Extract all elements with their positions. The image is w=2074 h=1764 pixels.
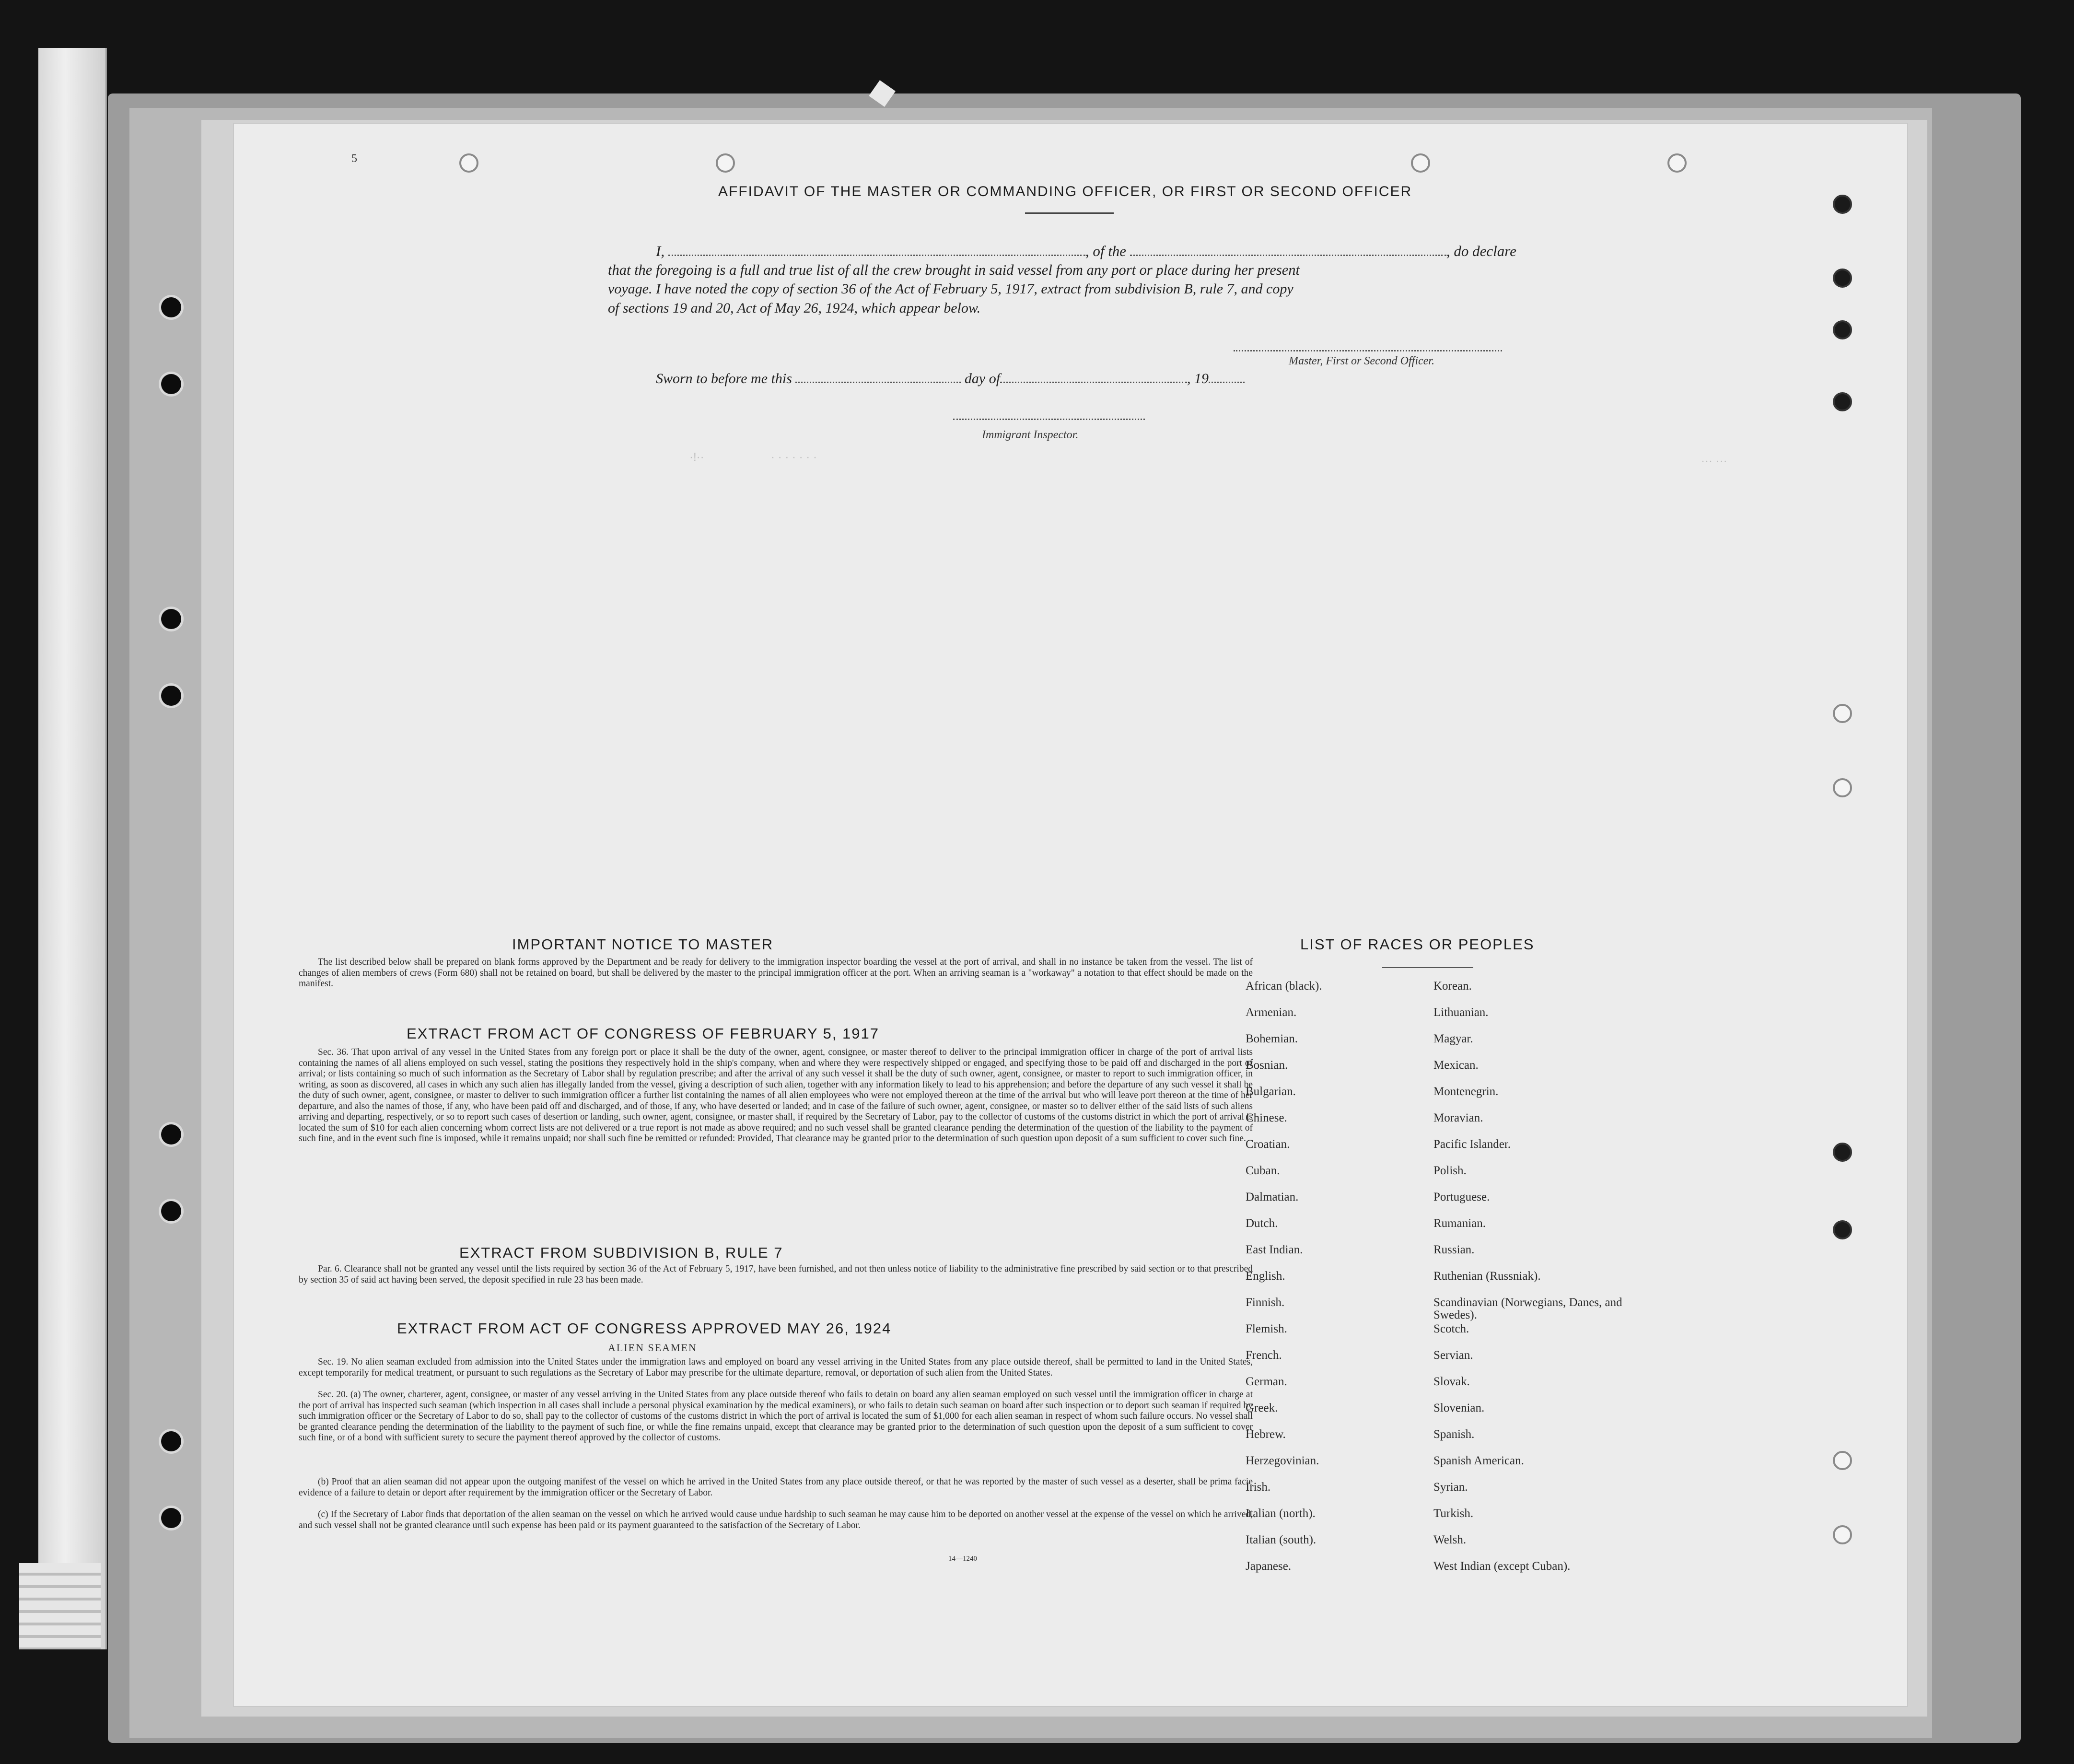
notice-text: The list described below shall be prepared on blank forms approved by the Department and be ready for delivery to the immigration inspector boarding the vessel at the port of arrival, and shall in no instance be taken from the vessel. The list of changes of alien members of crews (Form 680) shall not be retained on board, but shall be delivered by the master to the principal immigration officer at the port. When an arriving seaman is a "workaway" a notation to that effect should be made on the manifest. [299, 957, 1253, 989]
race-item: Turkish. [1433, 1507, 1474, 1520]
race-item: Dutch. [1246, 1217, 1278, 1230]
race-item: Dalmatian. [1246, 1191, 1299, 1203]
bleed-through-mark: · · · · · · · [771, 451, 817, 464]
race-item: Irish. [1246, 1481, 1271, 1494]
race-item: Italian (north). [1246, 1507, 1316, 1520]
punch-hole-icon [1833, 704, 1852, 723]
master-signature-label: Master, First or Second Officer. [1289, 355, 1434, 367]
race-item: Greek. [1246, 1402, 1278, 1414]
sworn-month-blank [1000, 368, 1187, 383]
race-item: Cuban. [1246, 1164, 1280, 1177]
vessel-name-blank [1130, 241, 1446, 256]
race-item: Hebrew. [1246, 1428, 1286, 1441]
races-column-2 [1433, 980, 1635, 1587]
sworn-year-blank [1209, 368, 1245, 383]
punch-hole-icon [716, 153, 735, 173]
master-signature-line [1234, 350, 1502, 351]
inspector-signature-line [953, 419, 1145, 420]
punch-hole-icon [1667, 153, 1687, 173]
race-item: French. [1246, 1349, 1282, 1362]
inspector-signature-label: Immigrant Inspector. [982, 429, 1079, 441]
race-item: Bulgarian. [1246, 1085, 1296, 1098]
sec20c-text: (c) If the Secretary of Labor finds that deportation of the alien seaman on the vessel on which he arrived would cause undue hardship to such seaman he may cause him to be deported on another vessel at the expense of the vessel on which he arrived, and such vessel shall not be granted clearance until such expense has been paid or its payment guaranteed to the satisfaction of the Secretary of Labor. [299, 1509, 1253, 1530]
race-item: Lithuanian. [1433, 1006, 1489, 1019]
race-item: Spanish American. [1433, 1454, 1524, 1467]
races-column-1 [1246, 980, 1322, 1587]
binder-hole-icon [161, 686, 181, 706]
extract-1924-title: EXTRACT FROM ACT OF CONGRESS APPROVED MAY 26, 1924 [397, 1320, 892, 1337]
sworn-day-blank [795, 368, 961, 383]
binder-hole-icon [161, 1508, 181, 1528]
race-item: Slovak. [1433, 1375, 1470, 1388]
punch-hole-icon [1411, 153, 1430, 173]
punch-hole-icon [1833, 269, 1852, 288]
race-item: Bosnian. [1246, 1059, 1288, 1072]
race-item: Herzegovinian. [1246, 1454, 1319, 1467]
punch-hole-icon [1833, 392, 1852, 411]
alien-seamen-subtitle: ALIEN SEAMEN [608, 1342, 697, 1354]
sworn-day-of: day of [964, 371, 1001, 386]
race-item: Flemish. [1246, 1322, 1287, 1335]
declaration-line-2: that the foregoing is a full and true list of all the crew brought in said vessel from any port or place during her present [608, 262, 1300, 278]
notice-title: IMPORTANT NOTICE TO MASTER [512, 936, 774, 953]
race-item: Moravian. [1433, 1111, 1483, 1124]
sec19-text: Sec. 19. No alien seaman excluded from admission into the United States under the immigration laws and employed on board any vessel arriving in the United States from any place outside thereof, shall be permitted to land in the United States, except temporarily for medical treatment, or pursuant to such regulations as the Secretary of Labor may prescribe for the ultimate departure, removal, or deportation of such alien from the United States. [299, 1357, 1253, 1378]
race-item: English. [1246, 1270, 1285, 1283]
affidavit-page [234, 124, 1907, 1706]
sworn-line [656, 368, 1245, 387]
race-item: Polish. [1433, 1164, 1467, 1177]
race-item: Pacific Islander. [1433, 1138, 1511, 1151]
race-item: East Indian. [1246, 1243, 1303, 1256]
race-item: Rumanian. [1433, 1217, 1486, 1230]
race-item: Portuguese. [1433, 1191, 1490, 1203]
folded-paper-strip [38, 48, 107, 1649]
binder-hole-icon [161, 297, 181, 317]
affidavit-title: AFFIDAVIT OF THE MASTER OR COMMANDING OFFICER, OR FIRST OR SECOND OFFICER [718, 184, 1412, 199]
race-item: Russian. [1433, 1243, 1475, 1256]
bleed-through-mark: ·!·· [689, 451, 704, 464]
race-item: Japanese. [1246, 1560, 1292, 1573]
binder-hole-icon [161, 374, 181, 394]
declaration-line-3: voyage. I have noted the copy of section 36 of the Act of February 5, 1917, extract from subdivision B, rule 7, and copy [608, 281, 1293, 297]
binder-hole-icon [161, 609, 181, 629]
race-item: Finnish. [1246, 1296, 1285, 1309]
race-item: Scandinavian (Norwegians, Danes, and Swedes). [1433, 1296, 1622, 1321]
binder-hole-icon [161, 1431, 181, 1451]
declaration-line-1 [656, 241, 1516, 260]
punch-hole-icon [1833, 1143, 1852, 1162]
punch-hole-icon [1833, 1525, 1852, 1544]
paper-stack-edges [19, 1563, 101, 1649]
binder-hole-icon [161, 1201, 181, 1221]
sec20b-text: (b) Proof that an alien seaman did not appear upon the outgoing manifest of the vessel on which he arrived in the United States from any place outside thereof, or that he was reported by the master of such vessel as a deserter, shall be prima facie evidence of a failure to detain or deport after requirement by the immigration officer or the Secretary of Labor. [299, 1477, 1253, 1498]
binder-hole-icon [161, 1124, 181, 1145]
race-item: Bohemian. [1246, 1032, 1298, 1045]
race-item: Slovenian. [1433, 1402, 1485, 1414]
races-title-rule [1382, 967, 1473, 968]
punch-hole-icon [1833, 778, 1852, 797]
race-item: Montenegrin. [1433, 1085, 1499, 1098]
punch-hole-icon [459, 153, 478, 173]
punch-hole-icon [1833, 1220, 1852, 1239]
punch-hole-icon [1833, 195, 1852, 214]
sworn-year-prefix: , 19 [1187, 371, 1209, 386]
master-name-blank [668, 241, 1085, 256]
extract-1917-title: EXTRACT FROM ACT OF CONGRESS OF FEBRUARY 5, 1917 [407, 1025, 880, 1042]
race-item: Ruthenian (Russniak). [1433, 1270, 1541, 1283]
race-item: African (black). [1246, 980, 1322, 993]
sworn-text: Sworn to before me this [656, 371, 792, 386]
race-item: West Indian (except Cuban). [1433, 1560, 1571, 1573]
punch-hole-icon [1833, 1451, 1852, 1470]
races-title: LIST OF RACES OR PEOPLES [1300, 936, 1535, 953]
race-item: Croatian. [1246, 1138, 1290, 1151]
race-item: Armenian. [1246, 1006, 1297, 1019]
race-item: Italian (south). [1246, 1533, 1317, 1546]
race-item: Scotch. [1433, 1322, 1469, 1335]
punch-hole-icon [1833, 320, 1852, 339]
race-item: Spanish. [1433, 1428, 1475, 1441]
race-item: Magyar. [1433, 1032, 1473, 1045]
extract-1917-text: Sec. 36. That upon arrival of any vessel in the United States from any foreign port or place it shall be the duty of the owner, agent, consignee, or master thereof to deliver to the principal immigration officer in charge of the port of arrival lists containing the names of all aliens employed on such vessel, stating the positions they respectively hold in the ship's company, when and where they were respectively shipped or engaged, and specifying those to be paid off and discharged in the port of arrival; or lists containing so much of such information as the Secretary of Labor shall by regulation prescribe; and after the arrival of any such vessel it shall be the duty of such owner, agent, consignee, or master to report to such immigration officer, in writing, as soon as discovered, all cases in which any such alien has illegally landed from the vessel, giving a description of such alien, together with any information likely to lead to his apprehension; and before the departure of any such vessel it shall be the duty of such owner, agent, consignee, or master to deliver to such immigration officer a further list containing the names of all alien employees who were not employed thereon at the time of the arrival but who will leave port thereon at the time of her departure, and also the names of those, if any, who have been paid off and discharged, and of those, if any, who have deserted or landed; and in case of the failure of such owner, agent, consignee, or master so to deliver either of the said lists of such aliens arriving and departing, respectively, or so to report such cases of desertion or landing, such owner, agent, consignee, or master shall, if required by the Secretary of Labor, pay to the collector of customs of the customs district in which the port of arrival is located the sum of $10 for each alien concerning whom correct lists are not delivered or a true report is not made as above required; and no such vessel shall be granted clearance pending the determination of the question of the liability to the payment of such fine, and in the event such fine is imposed, while it remains unpaid; nor shall such fine be remitted or refunded: Provided, That clearance may be granted prior to the determination of such question upon deposit of a sum sufficient to cover such fine. [299, 1047, 1253, 1144]
declaration-do-declare: , do declare [1446, 243, 1516, 259]
race-item: Welsh. [1433, 1533, 1467, 1546]
page-mark: 5 [351, 152, 358, 165]
declaration-I: I, [656, 243, 665, 259]
declaration-of-the: , of the [1085, 243, 1127, 259]
race-item: German. [1246, 1375, 1287, 1388]
race-item: Chinese. [1246, 1111, 1287, 1124]
rule7-text: Par. 6. Clearance shall not be granted any vessel until the lists required by section 36 of the Act of February 5, 1917, have been furnished, and not then unless notice of liability to the administrative fine prescribed by said section or to that prescribed by section 35 of said act having been served, the deposit specified in rule 23 has been made. [299, 1264, 1253, 1285]
rule7-title: EXTRACT FROM SUBDIVISION B, RULE 7 [459, 1244, 783, 1261]
race-item: Mexican. [1433, 1059, 1479, 1072]
race-item: Syrian. [1433, 1481, 1468, 1494]
race-item: Korean. [1433, 980, 1472, 993]
title-rule [1025, 212, 1114, 214]
sec20a-text: Sec. 20. (a) The owner, charterer, agent, consignee, or master of any vessel arriving in the United States from any place outside thereof who fails to detain on board any alien seaman employed on such vessel until the immigration officer in charge at the port of arrival has inspected such seaman (which inspection in all cases shall include a personal physical examination by the medical examiners), or who fails to detain such seaman on board after such inspection or to deport such seaman if required by such immigration officer or the Secretary of Labor to do so, shall pay to the collector of customs of the customs district in which the port of arrival is located the sum of $1,000 for each alien seaman in respect of whom such failure occurs. No vessel shall be granted clearance pending the determination of the liability to the payment of such fine, or while the fine remains unpaid, except that clearance may be granted prior to the determination of such question upon the deposit of a sum sufficient to cover such fine, or of a bond with sufficient surety to secure the payment thereof approved by the collector of customs. [299, 1390, 1253, 1443]
declaration-line-4: of sections 19 and 20, Act of May 26, 1924, which appear below. [608, 300, 981, 316]
bleed-through-mark: ··· ··· [1701, 455, 1727, 467]
form-number: 14—1240 [948, 1555, 977, 1563]
race-item: Servian. [1433, 1349, 1473, 1362]
